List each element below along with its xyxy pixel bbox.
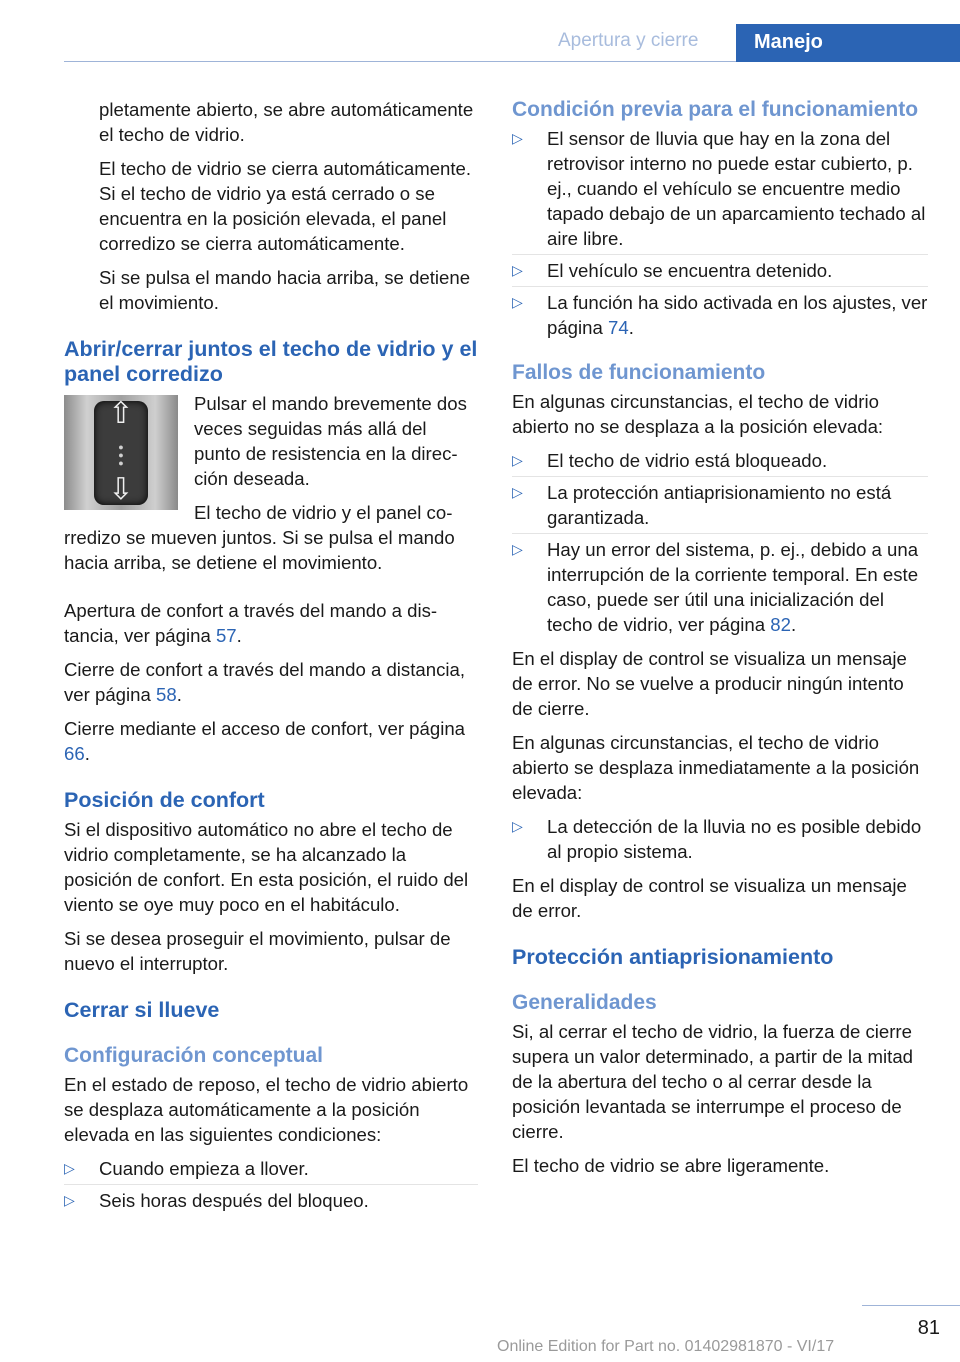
right-column [512, 97, 928, 1187]
header-section-title: Apertura y cierre [558, 30, 699, 51]
triangle-bullet-icon: ▷ [512, 541, 523, 557]
list-item: ▷ La detección de la lluvia no es posible debido al propio sistema. [512, 816, 922, 862]
paragraph: Si, al cerrar el techo de vidrio, la fuerza de cierre supera un valor determinado, a partir de la mitad de la abertura del techo o al cerrar desde la posición levantada se interrumpe el proceso de cierre. [512, 1021, 914, 1142]
footer-rule [862, 1305, 960, 1306]
triangle-bullet-icon: ▷ [512, 818, 523, 834]
paragraph: Si el dispositivo automático no abre el techo de vidrio completamente, se ha alcanzado la posición de confort. En esta posición, el ruido del viento se oye muy poco en el habitáculo. [64, 819, 469, 915]
precondition-list [512, 126, 928, 340]
faults-list-2 [512, 814, 928, 864]
heading-anti-trap: Protección antiaprisionamiento [512, 945, 834, 969]
list-item: ▷ El sensor de lluvia que hay en la zona del retrovisor interno no puede estar cubierto, p. ej., cuando el vehículo se encuentre medio tapado debajo de un aparcamiento techado al aire libre. [512, 126, 928, 251]
page-link-58[interactable]: 58 [156, 684, 177, 705]
paragraph-comfort-access: Cierre mediante el acceso de confort, ver página 66. [64, 718, 466, 764]
paragraph: pletamente abierto, se abre automáticamente el techo de vidrio. [99, 99, 474, 145]
heading-concept: Configuración conceptual [64, 1044, 324, 1067]
list-item: ▷ Seis horas después del bloqueo. [64, 1190, 369, 1211]
page-link-66[interactable]: 66 [64, 743, 85, 764]
list-item: ▷ La función ha sido activada en los ajustes, ver página 74. [512, 292, 928, 338]
list-item: ▷ El vehículo se encuentra detenido. [512, 258, 928, 283]
header-chapter-label: Manejo [754, 31, 823, 53]
paragraph-comfort-close: Cierre de confort a través del mando a distancia, ver página 58. [64, 659, 466, 705]
left-column [64, 97, 478, 1222]
header-chapter-tab [736, 24, 960, 62]
arrow-down-icon: ⇩ [108, 473, 134, 506]
triangle-bullet-icon: ▷ [64, 1192, 75, 1208]
triangle-bullet-icon: ▷ [512, 452, 523, 468]
heading-faults: Fallos de funcionamiento [512, 361, 766, 384]
triangle-bullet-icon: ▷ [512, 130, 523, 146]
paragraph: En el display de control se visualiza un mensaje de error. No se vuelve a producir ningún intento de cierre. [512, 648, 907, 719]
switch-indicator-icon: ● ● ● [118, 442, 124, 468]
paragraph: Pulsar el mando brevemente dos veces seguidas más allá del punto de resistencia en la dirección deseada. [194, 393, 467, 489]
page-link-57[interactable]: 57 [215, 625, 237, 646]
concept-list [64, 1156, 478, 1213]
heading-comfort-position: Posición de confort [64, 788, 265, 812]
paragraph: El techo de vidrio y el panel corredizo se mueven juntos. Si se pulsa el mando hacia arriba, se detiene el movimiento. [64, 502, 455, 573]
triangle-bullet-icon: ▷ [512, 484, 523, 500]
page-number: 81 [917, 1317, 940, 1339]
paragraph: En algunas circunstancias, el techo de vidrio abierto se desplaza inmediatamente a la posición elevada: [512, 732, 920, 803]
page-link-82[interactable]: 82 [770, 614, 791, 635]
paragraph: El techo de vidrio se abre ligeramente. [512, 1155, 830, 1176]
paragraph-comfort-open: Apertura de confort a través del mando a distancia, ver página 57. [64, 600, 438, 646]
paragraph: Si se pulsa el mando hacia arriba, se detiene el movimiento. [99, 267, 471, 313]
triangle-bullet-icon: ▷ [512, 294, 523, 310]
paragraph: El techo de vidrio se cierra automáticamente. Si el techo de vidrio ya está cerrado o se encuentra en la posición elevada, el panel corredizo se cierra automáticamente. [99, 158, 472, 254]
faults-list [512, 448, 928, 637]
heading-precondition: Condición previa para el funcionamiento [512, 98, 919, 121]
list-item: ▷ El techo de vidrio está bloqueado. [512, 448, 928, 473]
triangle-bullet-icon: ▷ [64, 1160, 75, 1176]
list-item: ▷ La protección antiaprisionamiento no está garantizada. [512, 480, 928, 530]
arrow-up-icon: ⇧ [108, 397, 134, 430]
paragraph: Si se desea proseguir el movimiento, pulsar de nuevo el interruptor. [64, 928, 451, 974]
page-link-74[interactable]: 74 [608, 317, 629, 338]
triangle-bullet-icon: ▷ [512, 262, 523, 278]
footer-edition: Online Edition for Part no. 01402981870 - VI/17 [497, 1338, 835, 1355]
joint-operation-block [64, 391, 478, 584]
heading-close-if-rain: Cerrar si llueve [64, 998, 220, 1022]
paragraph: En el display de control se visualiza un mensaje de error. [512, 875, 907, 921]
paragraph: En el estado de reposo, el techo de vidrio abierto se desplaza automáticamente a la posición elevada en las siguientes condiciones: [64, 1074, 469, 1145]
roof-switch-image [64, 395, 178, 510]
list-item: ▷ Cuando empieza a llover. [64, 1156, 478, 1181]
paragraph: En algunas circunstancias, el techo de vidrio abierto no se desplaza a la posición elevada: [512, 391, 884, 437]
list-item: ▷ Hay un error del sistema, p. ej., debido a una interrupción de la corriente temporal. En este caso, puede ser útil una inicialización del techo de vidrio, ver página 82. [512, 539, 919, 635]
heading-general: Generalidades [512, 991, 657, 1014]
heading-joint-operation: Abrir/cerrar juntos el techo de vidrio y el panel corredizo [64, 337, 478, 386]
